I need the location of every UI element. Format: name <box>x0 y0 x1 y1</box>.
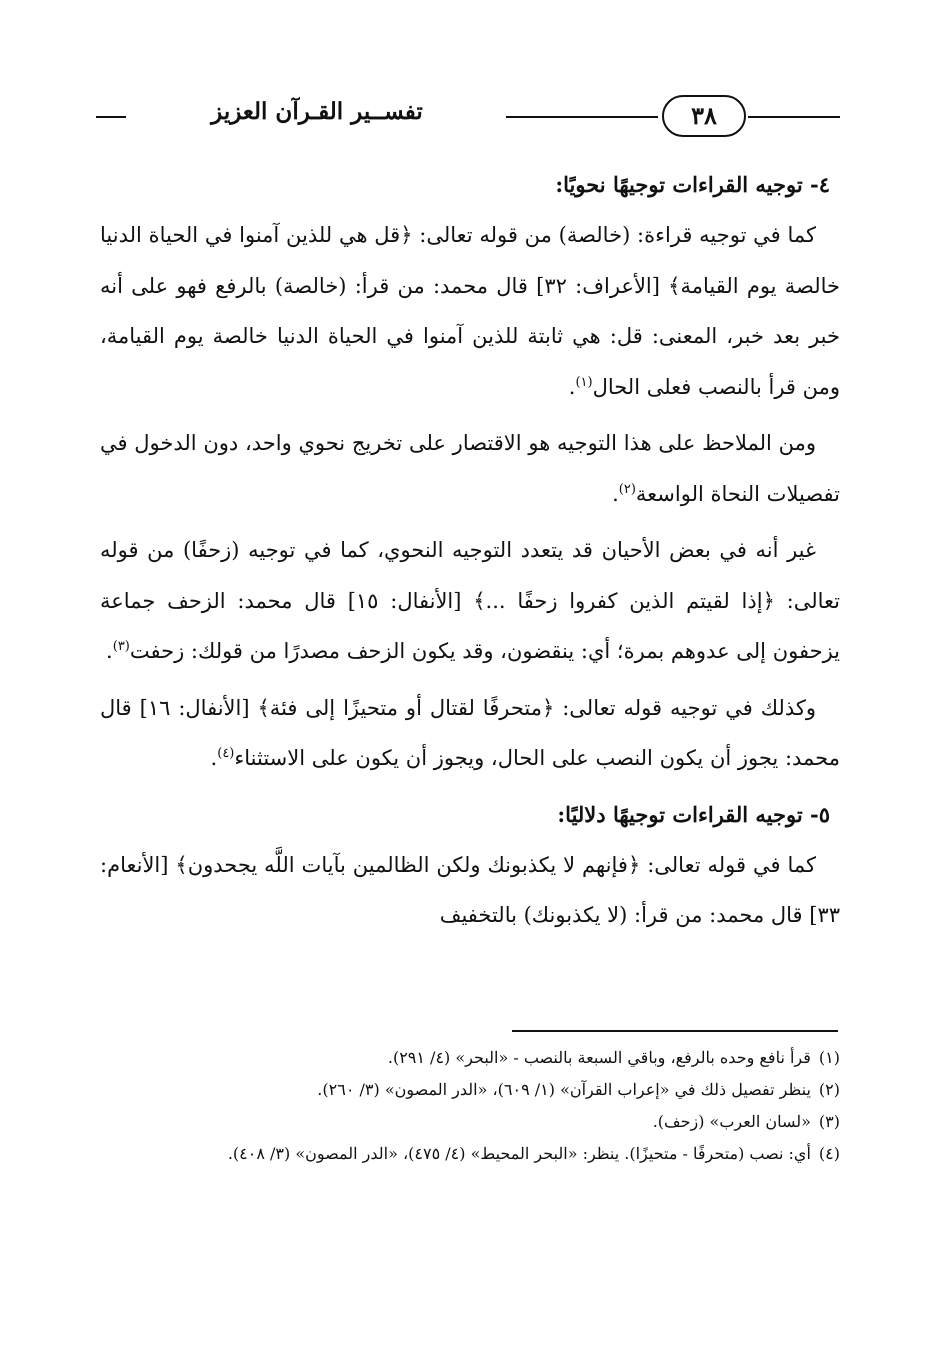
footnote-2 <box>100 1074 840 1106</box>
header-rule-middle <box>506 116 658 118</box>
footnote-text: قرأ نافع وحده بالرفع، وباقي السبعة بالنصب - «البحر» (٤/ ٢٩١). <box>387 1048 811 1067</box>
footnote-ref-2[interactable]: (٢) <box>618 481 636 497</box>
footnote-number: (٢) <box>818 1080 840 1099</box>
paragraph-1: كما في توجيه قراءة: (خالصة) من قوله تعالى: ﴿قل هي للذين آمنوا في الحياة الدنيا خالصة يوم القيامة﴾ [الأعراف: ٣٢] قال محمد: من قرأ: (خالصة) بالرفع فهو على أنه خبر بعد خبر، المعنى: قل: هي ثابتة للذين آمنوا في الحياة الدنيا خالصة يوم القيامة، ومن قرأ بالنصب فعلى الحال$^{(١)}$. <box>100 223 840 399</box>
footnote-3 <box>100 1106 840 1138</box>
footnote-number: (١) <box>818 1048 840 1067</box>
paragraph-4-text: وكذلك في توجيه قوله تعالى: ﴿متحرفًا لقتال أو متحيزًا إلى فئة﴾ [الأنفال: ١٦] قال محمد: يجوز أن يكون النصب على الحال، ويجوز أن يكون على الاستثناء <box>100 695 840 770</box>
footnote-ref-1[interactable]: (١) <box>575 374 593 390</box>
footnote-separator <box>512 1030 838 1032</box>
section-heading-4: ٤- توجيه القراءات توجيهًا نحويًا: <box>555 172 830 197</box>
footnote-4 <box>100 1138 840 1170</box>
paragraph-5 <box>100 840 840 941</box>
header-rule-right <box>748 116 840 118</box>
paragraph-5-text: كما في قوله تعالى: ﴿فإنهم لا يكذبونك ولكن الظالمين بآيات اللَّه يجحدون﴾ [الأنعام: ٣٣] قال محمد: من قرأ: (لا يكذبونك) بالتخفيف <box>100 852 840 927</box>
header-rule-left <box>96 116 126 118</box>
footnote-number: (٤) <box>818 1144 840 1163</box>
footnote-1 <box>100 1042 840 1074</box>
paragraph-1-text: كما في توجيه قراءة: (خالصة) من قوله تعالى: ﴿قل هي للذين آمنوا في الحياة الدنيا خالصة يوم القيامة﴾ [الأعراف: ٣٢] قال محمد: من قرأ: (خالصة) بالرفع فهو على أنه خبر بعد خبر، المعنى: قل: هي ثابتة للذين آمنوا في الحياة الدنيا خالصة يوم القيامة، ومن قرأ بالنصب فعلى الحال <box>100 223 840 399</box>
paragraph-3: غير أنه في بعض الأحيان قد يتعدد التوجيه النحوي، كما في توجيه (زحفًا) من قوله تعالى: ﴿إذا لقيتم الذين كفروا زحفًا ...﴾ [الأنفال: ١٥] قال محمد: الزحف جماعة يزحفون إلى عدوهم بمرة؛ أي: ينقضون، وقد يكون الزحف مصدرًا من قولك: زحفت$^{(٣)}$. <box>100 538 840 663</box>
page-number: ٣٨ <box>662 95 746 137</box>
running-title: تفســير القـرآن العزيز <box>211 98 423 125</box>
paragraph-2: ومن الملاحظ على هذا التوجيه هو الاقتصار على تخريج نحوي واحد، دون الدخول في تفصيلات النحاة الواسعة$^{(٢)}$. <box>100 431 840 506</box>
footnote-text: «لسان العرب» (زحف). <box>652 1112 811 1131</box>
footnote-ref-4[interactable]: (٤) <box>217 746 235 761</box>
footnote-text: ينظر تفصيل ذلك في «إعراب القرآن» (١/ ٦٠٩)، «الدر المصون» (٣/ ٢٦٠). <box>317 1080 811 1099</box>
footnote-ref-3[interactable]: (٣) <box>112 639 130 654</box>
paragraph-3-text: غير أنه في بعض الأحيان قد يتعدد التوجيه النحوي، كما في توجيه (زحفًا) من قوله تعالى: ﴿إذا لقيتم الذين كفروا زحفًا ...﴾ [الأنفال: ١٥] قال محمد: الزحف جماعة يزحفون إلى عدوهم بمرة؛ أي: ينقضون، وقد يكون الزحف مصدرًا من قولك: زحفت <box>100 538 840 663</box>
section-heading-5: ٥- توجيه القراءات توجيهًا دلاليًا: <box>557 801 830 827</box>
footnote-text: أي: نصب (متحرفًا - متحيزًا). ينظر: «البحر المحيط» (٤/ ٤٧٥)، «الدر المصون» (٣/ ٤٠٨). <box>227 1144 811 1163</box>
paragraph-4: وكذلك في توجيه قوله تعالى: ﴿متحرفًا لقتال أو متحيزًا إلى فئة﴾ [الأنفال: ١٦] قال محمد: يجوز أن يكون النصب على الحال، ويجوز أن يكون على الاستثناء$^{(٤)}$. <box>100 695 840 770</box>
footnotes <box>100 1042 840 1170</box>
main-text <box>100 160 840 947</box>
page-header <box>96 92 840 142</box>
footnote-number: (٣) <box>818 1112 840 1131</box>
paragraph-2-text: ومن الملاحظ على هذا التوجيه هو الاقتصار على تخريج نحوي واحد، دون الدخول في تفصيلات النحاة الواسعة <box>100 431 840 506</box>
